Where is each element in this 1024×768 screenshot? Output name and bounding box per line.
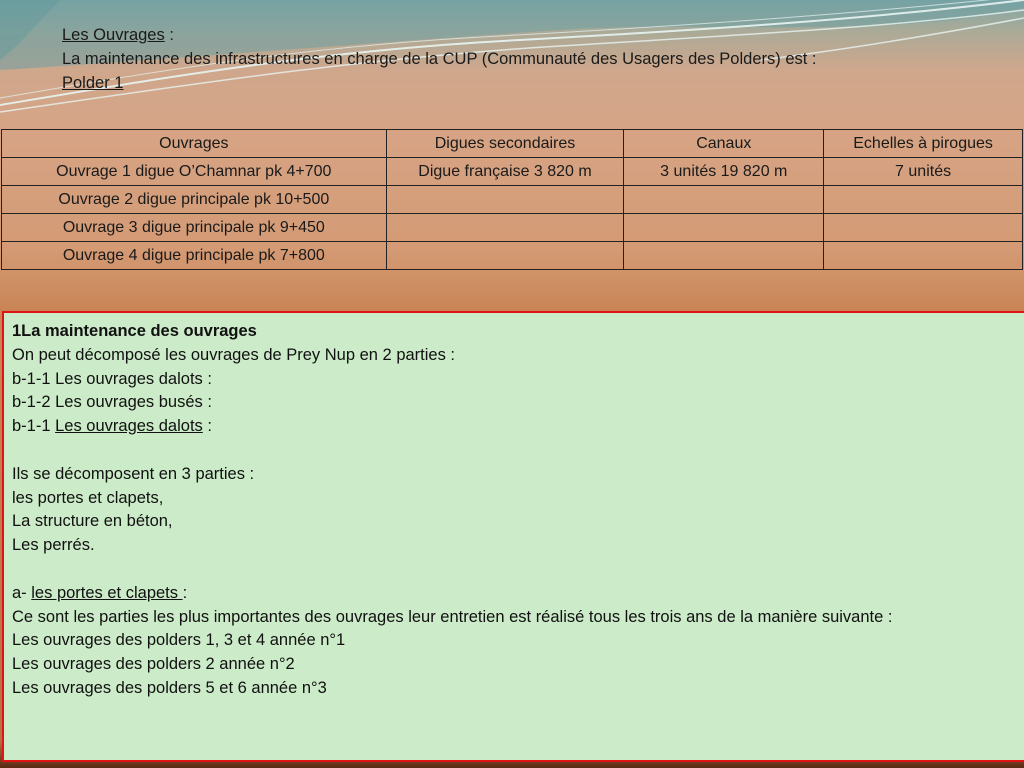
table-cell [386,214,624,242]
table-row [2,242,1023,270]
intro-text: On peut décomposé les ouvrages de Prey Nup en 2 parties : [12,345,456,364]
table-cell [386,186,624,214]
table-cell [824,214,1023,242]
table-cell [824,242,1023,270]
slide-header [62,23,1012,95]
header-description: La maintenance des infrastructures en charge de la CUP (Communauté des Usagers des Polders) est : [62,50,817,68]
list-item: b-1-2 Les ouvrages busés : [12,393,212,412]
description-text: Ce sont les parties les plus importantes des ouvrages leur entretien est réalisé tous les trois ans de la manière suivante : [12,607,893,626]
spacer [12,558,1024,582]
table-cell: Ouvrage 1 digue O’Chamnar pk 4+700 [2,158,387,186]
title-suffix: : [164,26,174,44]
table-cell [386,242,624,270]
header-title-line [62,23,1012,47]
portes-clapets-link[interactable]: les portes et clapets [31,583,183,602]
column-header: Canaux [624,130,824,158]
item-suffix: : [202,417,212,436]
table-cell: 7 unités [824,158,1023,186]
column-header: Echelles à pirogues [824,130,1023,158]
table-cell: Digue française 3 820 m [386,158,624,186]
table-cell: Ouvrage 2 digue principale pk 10+500 [2,186,387,214]
dalots-link[interactable]: Les ouvrages dalots [55,417,203,436]
item-prefix: b-1-1 [12,417,56,436]
title-link[interactable]: Les Ouvrages [62,26,165,44]
section-heading: 1La maintenance des ouvrages [12,322,257,340]
list-item: Les ouvrages des polders 5 et 6 année n°3 [12,678,327,697]
list-item: b-1-1 Les ouvrages dalots : [12,369,212,388]
table-row [2,214,1023,242]
list-item: Les perrés. [12,536,95,555]
polder-label: Polder 1 [62,74,124,92]
table-row [2,186,1023,214]
table-cell: Ouvrage 4 digue principale pk 7+800 [2,242,387,270]
table-cell [624,242,824,270]
spacer [12,439,1024,463]
maintenance-text-box [2,311,1024,762]
table-cell [824,186,1023,214]
table-row [2,158,1023,186]
subsection-prefix: a- [12,583,32,602]
parts-intro: Ils se décomposent en 3 parties : [12,464,255,483]
subsection-suffix: : [182,583,188,602]
table-cell: Ouvrage 3 digue principale pk 9+450 [2,214,387,242]
list-item [12,415,1024,439]
table-cell [624,214,824,242]
table-cell: 3 unités 19 820 m [624,158,824,186]
column-header: Digues secondaires [386,130,624,158]
list-item: Les ouvrages des polders 2 année n°2 [12,655,295,674]
column-header: Ouvrages [2,130,387,158]
subsection-heading [12,582,1024,606]
table-header-row [2,130,1023,158]
table-cell [624,186,824,214]
list-item: La structure en béton, [12,512,173,531]
works-table [1,129,1023,270]
list-item: les portes et clapets, [12,488,164,507]
list-item: Les ouvrages des polders 1, 3 et 4 année n°1 [12,631,346,650]
